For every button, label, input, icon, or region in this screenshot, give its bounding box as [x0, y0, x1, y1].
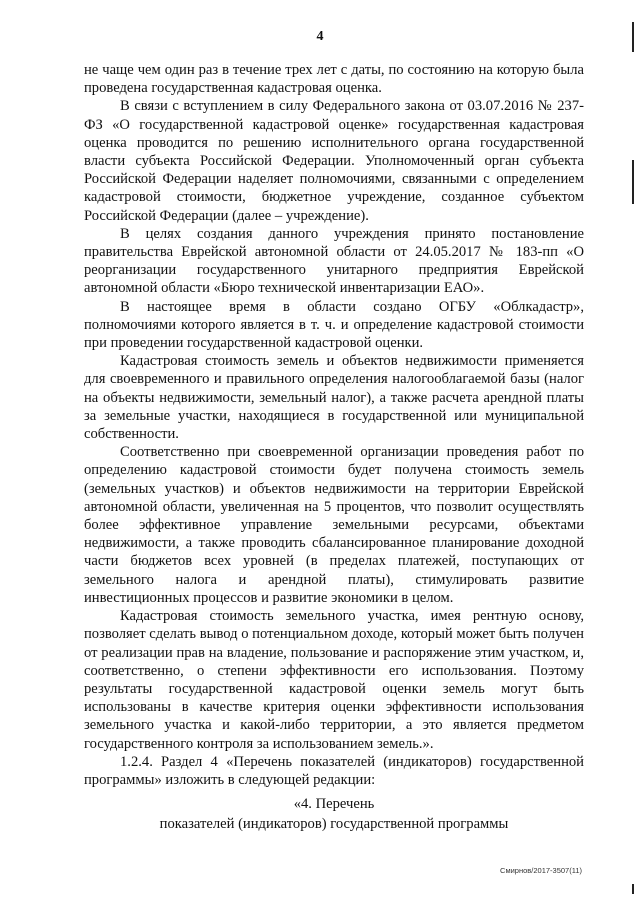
paragraph-8: 1.2.4. Раздел 4 «Перечень показателей (индикаторов) государственной программы» изложить в следующей редакции: — [84, 753, 584, 788]
paragraph-3: В целях создания данного учреждения принято постановление правительства Еврейской автономной области от 24.05.2017 № 183-пп «О реорганизации государственного унитарного предприятия Еврейской автономной области «Бюро технической инвентаризации ЕАО». — [84, 225, 584, 297]
paragraph-7: Кадастровая стоимость земельного участка, имея рентную основу, позволяет сделать вывод о потенциальном доходе, который может быть получен от реализации прав на владение, пользование и распоряжение этим участком, и, соответственно, о степени эффективности его использования. Поэтому результаты государственной кадастровой оценки земель могут быть использованы в качестве критерия оценки эффективности использования земельного участка и какой-либо территории, а это является предметом государственного контроля за использованием земель.». — [84, 608, 584, 752]
page-number: 4 — [316, 29, 324, 44]
paragraph-6: Соответственно при своевременной организации проведения работ по определению кадастровой стоимости будет получена стоимость земель (земельных участков) и объектов недвижимости на территории Еврейской автономной области, увеличенная на 5 процентов, что позволит осуществлять более эффективное управление земельными ресурсами, объектами недвижимости, а также проводить сбалансированное планирование доходной части бюджетов всех уровней (в пределах платежей, поступающих от земельного налога и арендной платы), стимулировать развитие инвестиционных процессов и развитие экономики в целом. — [84, 444, 584, 606]
footer-document-code: Смирнов/2017-3507(11) — [500, 866, 582, 875]
section-heading-line-1: «4. Перечень — [293, 796, 375, 812]
section-heading — [84, 794, 584, 834]
scan-edge-mark-middle — [632, 160, 634, 204]
paragraph-2: В связи с вступлением в силу Федерального закона от 03.07.2016 № 237-ФЗ «О государственной кадастровой оценке» государственная кадастровая оценка проводится по решению исполнительного органа государственной власти субъекта Российской Федерации. Уполномоченный орган субъекта Российской Федерации наделяет полномочиями, связанными с определением кадастровой стоимости, бюджетное учреждение, созданное субъектом Российской Федерации (далее – учреждение). — [84, 98, 584, 224]
scan-edge-mark-top — [632, 22, 634, 52]
document-body — [84, 61, 584, 789]
paragraph-1: не чаще чем один раз в течение трех лет с даты, по состоянию на которую была проведена государственная кадастровая оценка. — [84, 62, 584, 97]
section-heading-line-2: показателей (индикаторов) государственной программы — [159, 816, 509, 832]
paragraph-4: В настоящее время в области создано ОГБУ «Облкадастр», полномочиями которого является в т. ч. и определение кадастровой стоимости при проведении государственной кадастровой оценки. — [84, 298, 584, 352]
scan-edge-mark-bottom — [632, 884, 634, 894]
paragraph-5: Кадастровая стоимость земель и объектов недвижимости применяется для своевременного и правильного определения налогооблагаемой базы (налог на объекты недвижимости, земельный налог), а также расчета арендной платы за земельные участки, находящиеся в государственной или муниципальной собственности. — [84, 353, 584, 443]
